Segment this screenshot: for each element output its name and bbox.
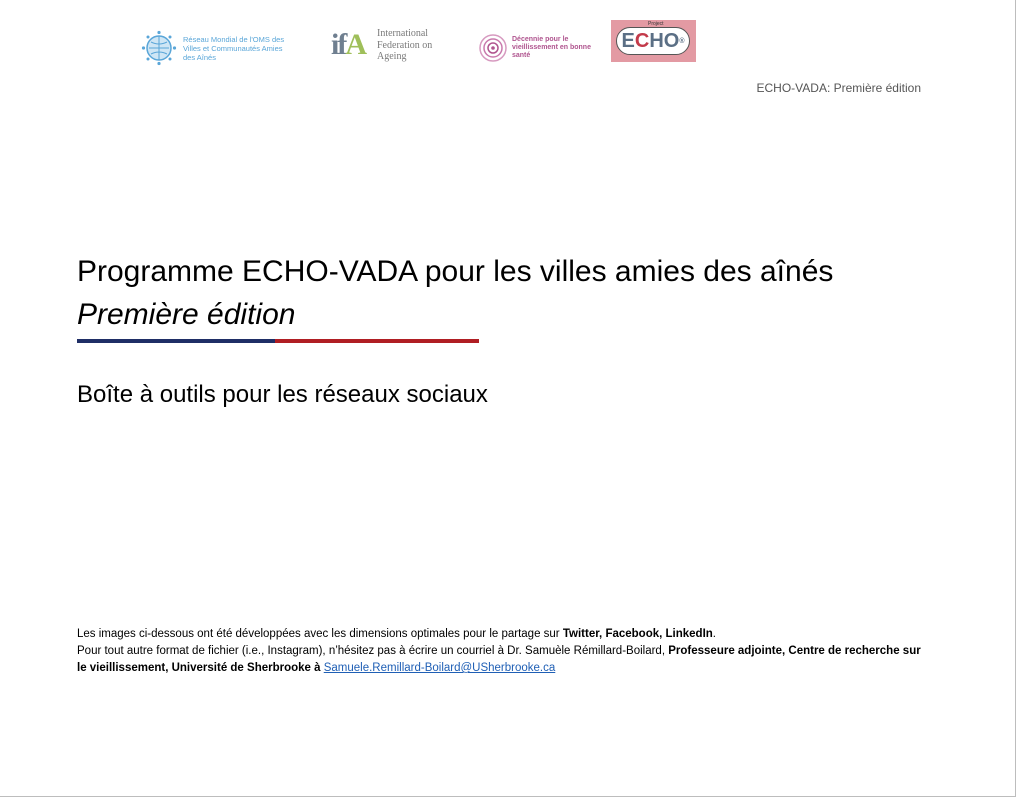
title-rule-navy [77,339,275,343]
page-subtitle-edition: Première édition [77,298,296,331]
ifa-logo-text: International Federation on Ageing [377,28,433,62]
who-network-logo [141,30,293,66]
ifa-logo [331,28,447,63]
echo-wordmark: E C HO ® [616,27,690,55]
ifa-mark: ifA [331,28,365,62]
sharing-note: Les images ci-dessous ont été développées avec les dimensions optimales pour le partage sur Twitter, Facebook, LinkedIn. Pour tout autre format de fichier (i.e., Instagram), n’hésitez pas à écrire un courriel à Dr. Samuèle Rémillard-Boilard, Professeure adjointe, Centre de recherche sur le vieillissement, Université de Sherbrooke à Samuele.Remillard-Boilard@USherbrooke.ca [77,628,921,674]
toolkit-heading: Boîte à outils pour les réseaux sociaux [77,381,488,408]
page-title: Programme ECHO-VADA pour les villes amies des aînés [77,255,834,288]
who-logo-text: Réseau Mondial de l'OMS des Villes et Communautés Amies des Aînés [183,34,285,62]
header-edition-label: ECHO-VADA: Première édition [756,81,921,95]
decade-logo-text: Décennie pour le vieillissement en bonne santé [512,36,591,59]
echo-project-label: Project [648,21,664,27]
project-echo-logo [611,20,696,62]
globe-icon [141,30,177,66]
title-rule-red [275,339,479,343]
concentric-circles-icon [478,33,508,63]
contact-email-link[interactable]: Samuele.Remillard-Boilard@USherbrooke.ca [323,662,556,674]
healthy-ageing-decade-logo [478,33,592,63]
